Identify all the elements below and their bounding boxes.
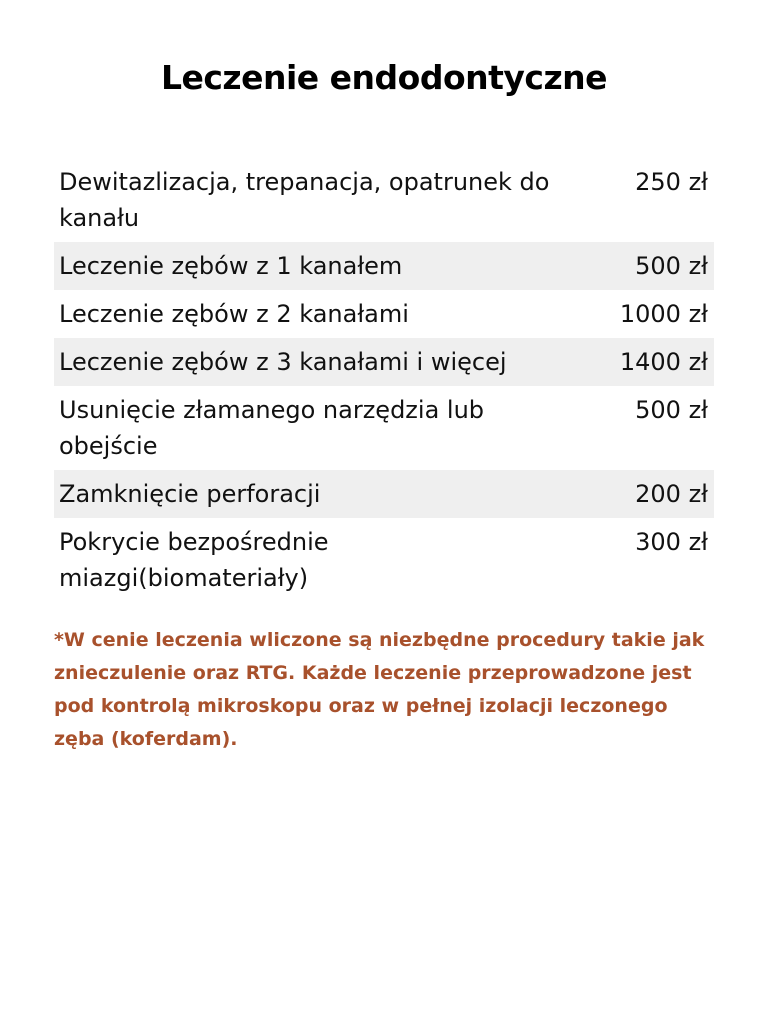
table-row <box>54 470 714 518</box>
table-row <box>54 242 714 290</box>
service-price: 500 zł <box>635 396 708 424</box>
price-list-table <box>54 158 714 602</box>
service-price: 500 zł <box>585 242 714 290</box>
page-title: Leczenie endodontyczne <box>160 58 608 97</box>
service-name: Leczenie zębów z 1 kanałem <box>54 242 585 290</box>
service-price: 1400 zł <box>585 338 714 386</box>
service-name: Pokrycie bezpośrednie miazgi(biomateriały) <box>59 528 329 592</box>
table-row <box>54 518 714 602</box>
service-price: 250 zł <box>635 168 708 196</box>
service-name: Dewitazlizacja, trepanacja, opatrunek do kanału <box>59 168 550 232</box>
footnote: *W cenie leczenia wliczone są niezbędne procedury takie jak znieczulenie oraz RTG. Każde leczenie przeprowadzone jest pod kontrolą mikroskopu oraz w pełnej izolacji leczonego zęba (koferdam). <box>54 629 705 750</box>
service-price: 200 zł <box>585 470 714 518</box>
table-row <box>54 386 714 470</box>
service-name: Usunięcie złamanego narzędzia lub obejście <box>59 396 485 460</box>
table-row <box>54 290 714 338</box>
service-price: 300 zł <box>635 528 708 556</box>
service-name: Leczenie zębów z 3 kanałami i więcej <box>54 338 585 386</box>
service-price: 1000 zł <box>619 300 708 328</box>
table-row <box>54 338 714 386</box>
service-name: Zamknięcie perforacji <box>54 470 585 518</box>
table-row <box>54 158 714 242</box>
service-name: Leczenie zębów z 2 kanałami <box>59 300 409 328</box>
